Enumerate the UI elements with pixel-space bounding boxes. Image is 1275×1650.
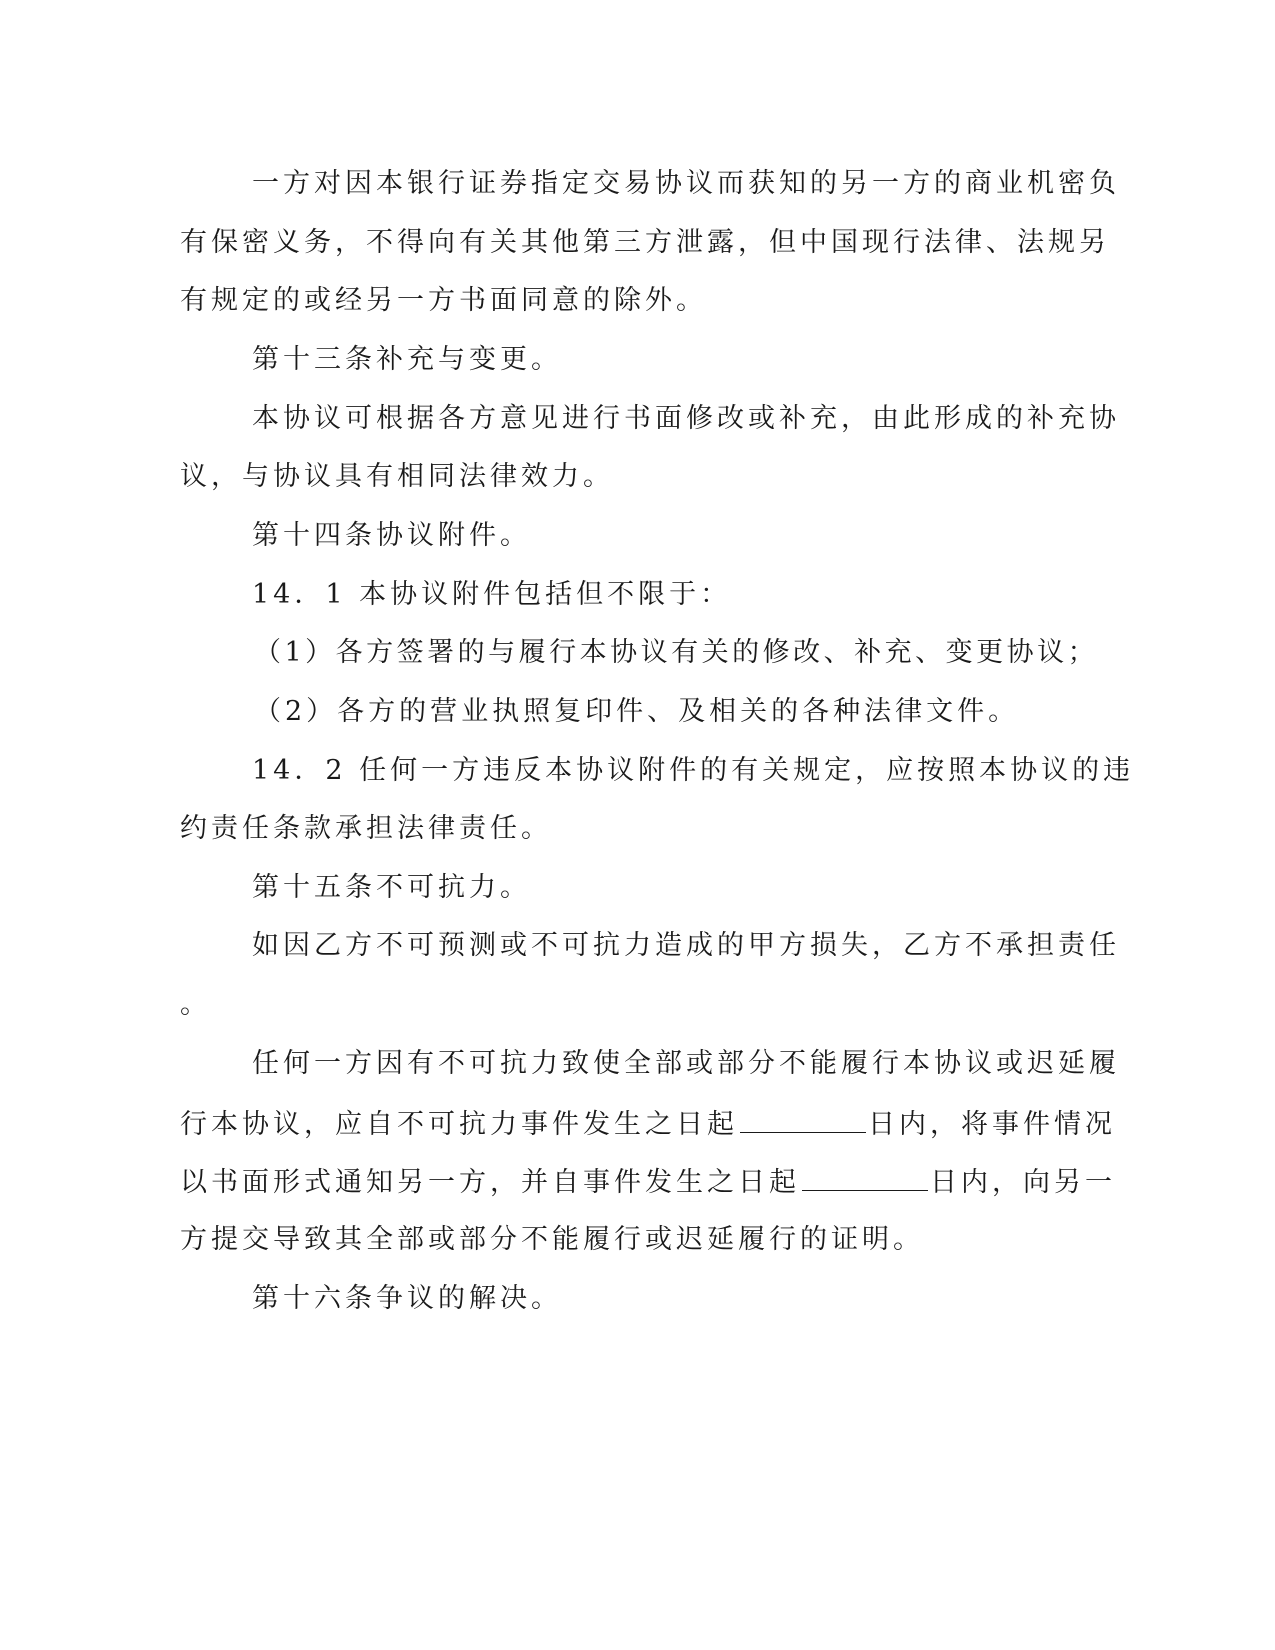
line-text: 行本协议，应自不可抗力事件发生之日起 <box>180 1109 738 1140</box>
paragraph-line: 本协议可根据各方意见进行书面修改或补充，由此形成的补充协 <box>252 403 1120 434</box>
clause-line: 14．1 本协议附件包括但不限于： <box>252 579 732 610</box>
clause-line: 14．2 任何一方违反本协议附件的有关规定，应按照本协议的违 <box>252 755 1135 786</box>
list-item: （2）各方的营业执照复印件、及相关的各种法律文件。 <box>254 696 1020 727</box>
paragraph-line <box>180 1164 1116 1200</box>
paragraph-line: 一方对因本银行证券指定交易协议而获知的另一方的商业机密负 <box>252 168 1120 199</box>
line-text: 日内，将事件情况 <box>868 1109 1116 1140</box>
paragraph-line: 。 <box>180 989 211 1020</box>
fill-in-blank[interactable] <box>740 1106 866 1133</box>
line-text: 以书面形式通知另一方，并自事件发生之日起 <box>180 1167 800 1198</box>
paragraph-line: 方提交导致其全部或部分不能履行或迟延履行的证明。 <box>180 1224 924 1255</box>
paragraph-line: 如因乙方不可预测或不可抗力造成的甲方损失，乙方不承担责任 <box>252 930 1120 961</box>
paragraph-line: 有规定的或经另一方书面同意的除外。 <box>180 285 707 316</box>
paragraph-line: 约责任条款承担法律责任。 <box>180 813 552 844</box>
list-item: （1）各方签署的与履行本协议有关的修改、补充、变更协议； <box>254 637 1099 668</box>
paragraph-line <box>180 1106 1116 1142</box>
paragraph-line: 有保密义务，不得向有关其他第三方泄露，但中国现行法律、法规另 <box>180 227 1110 258</box>
section-heading: 第十三条补充与变更。 <box>252 344 562 375</box>
line-text: 日内，向另一 <box>930 1167 1116 1198</box>
section-heading: 第十五条不可抗力。 <box>252 872 531 903</box>
fill-in-blank[interactable] <box>802 1164 928 1191</box>
paragraph-line: 议，与协议具有相同法律效力。 <box>180 461 614 492</box>
section-heading: 第十六条争议的解决。 <box>252 1283 562 1314</box>
paragraph-line: 任何一方因有不可抗力致使全部或部分不能履行本协议或迟延履 <box>252 1048 1120 1079</box>
section-heading: 第十四条协议附件。 <box>252 520 531 551</box>
